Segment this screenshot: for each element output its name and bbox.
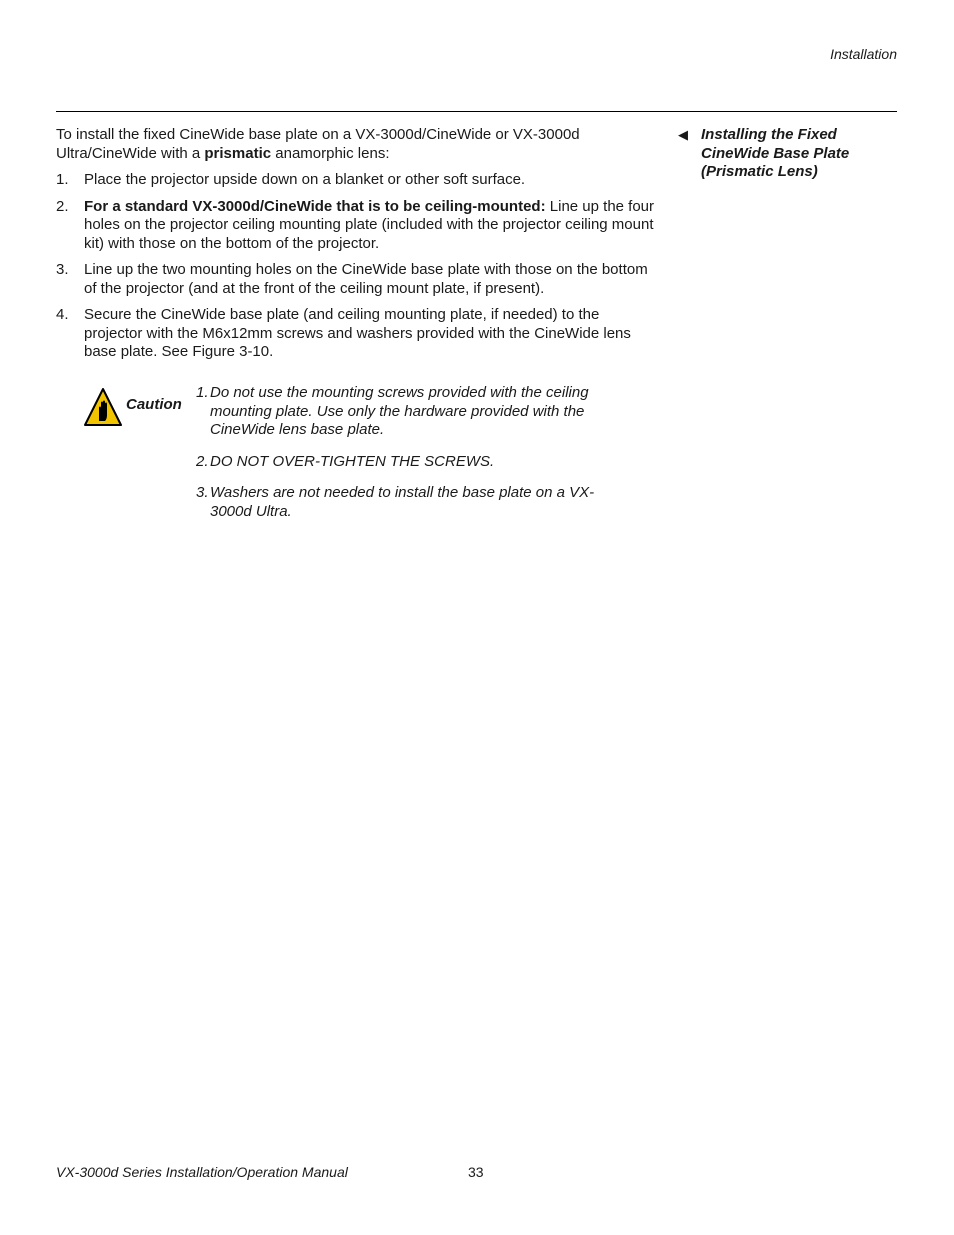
step-number: 3. bbox=[56, 261, 69, 278]
caution-item bbox=[196, 453, 626, 472]
caution-item-text: Do not use the mounting screws provided with the ceiling mounting plate. Use only the hardware provided with the CineWide lens base plate. bbox=[210, 384, 589, 438]
caution-item-text: Washers are not needed to install the base plate on a VX-3000d Ultra. bbox=[210, 484, 595, 520]
intro-text-bold: prismatic bbox=[204, 144, 272, 162]
caution-hand-icon bbox=[84, 388, 122, 426]
step-text: Place the projector upside down on a blanket or other soft surface. bbox=[84, 171, 526, 188]
intro-text-before: To install the fixed CineWide base plate on a VX-3000d/CineWide or VX-3000d Ultra/CineWide with a bbox=[56, 126, 580, 162]
step-item bbox=[56, 261, 656, 298]
step-number: 4. bbox=[56, 306, 69, 323]
caution-item-number: 1. bbox=[196, 384, 209, 401]
running-header: Installation bbox=[830, 46, 897, 62]
footer-page-number: 33 bbox=[468, 1164, 484, 1180]
step-item bbox=[56, 198, 656, 254]
caution-item-number: 2. bbox=[196, 452, 209, 470]
caution-label: Caution bbox=[126, 396, 182, 413]
step-text: Secure the CineWide base plate (and ceiling mounting plate, if needed) to the projector with the M6x12mm screws and washers provided with the CineWide lens base plate. See Figure 3-10. bbox=[84, 306, 631, 360]
step-item bbox=[56, 306, 656, 362]
intro-text-after: anamorphic lens: bbox=[271, 144, 390, 162]
step-item bbox=[56, 171, 656, 190]
caution-item-text: DO NOT OVER-TIGHTEN THE SCREWS. bbox=[210, 452, 495, 470]
caution-item bbox=[196, 384, 626, 440]
step-number: 2. bbox=[56, 197, 69, 215]
step-number: 1. bbox=[56, 171, 69, 188]
footer-manual-title: VX-3000d Series Installation/Operation Manual bbox=[56, 1164, 348, 1180]
steps-list bbox=[56, 171, 656, 362]
main-content bbox=[56, 126, 656, 370]
step-bold-text: For a standard VX-3000d/CineWide that is to be ceiling-mounted: bbox=[84, 197, 546, 215]
header-rule bbox=[56, 111, 897, 112]
caution-item-number: 3. bbox=[196, 484, 209, 501]
sidehead-arrow-icon: ◀ bbox=[678, 127, 688, 142]
sidehead-title: Installing the Fixed CineWide Base Plate (Prismatic Lens) bbox=[701, 126, 850, 180]
caution-list bbox=[196, 384, 626, 534]
step-text: Line up the four holes on the projector ceiling mounting plate (included with the projector ceiling mount kit) with those on the bottom of the projector. bbox=[84, 197, 655, 252]
section-sidehead bbox=[678, 126, 878, 182]
caution-item bbox=[196, 484, 626, 521]
step-text: Line up the two mounting holes on the CineWide base plate with those on the bottom of the projector (and at the front of the ceiling mount plate, if present). bbox=[84, 261, 648, 297]
intro-paragraph bbox=[56, 126, 656, 163]
